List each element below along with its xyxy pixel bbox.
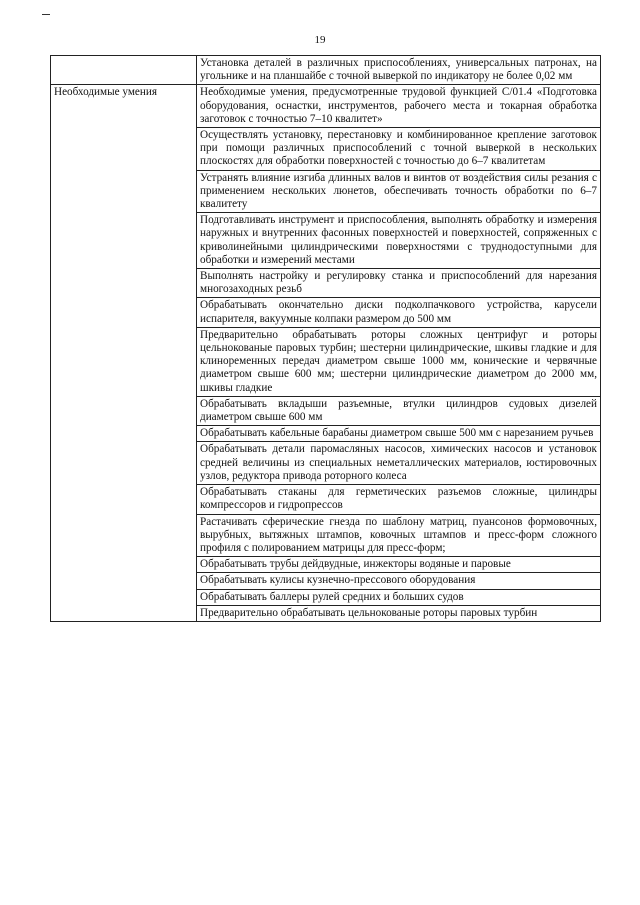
row-content: Обрабатывать детали паромасляных насосов, химических насосов и установок средней величины из специальных неметаллических материалов, юстировочных узлов, редуктора привода роторного колеса xyxy=(197,442,601,485)
row-content: Растачивать сферические гнезда по шаблону матриц, пуансонов формовочных, вырубных, вытяжных штампов, ковочных штампов и пресс-форм сложного профиля с полированием матрицы для пресс-форм; xyxy=(197,514,601,557)
row-content: Обрабатывать кабельные барабаны диаметром свыше 500 мм с нарезанием ручьев xyxy=(197,426,601,442)
table-row xyxy=(51,85,601,128)
row-content: Обрабатывать баллеры рулей средних и больших судов xyxy=(197,589,601,605)
row-content: Предварительно обрабатывать роторы сложных центрифуг и роторы цельнокованые паровых турбин; шестерни цилиндрические, шкивы гладкие и для клиноременных передач диаметром свыше 1000 мм, конические и червячные диаметром свыше 600 мм; шестерни цилиндрические диаметром до 2000 мм, шкивы гладкие xyxy=(197,327,601,396)
row-content: Подготавливать инструмент и приспособления, выполнять обработку и измерения наружных и внутренних фасонных поверхностей и поверхностей, сопряженных с криволинейными цилиндрическими поверхностями с труднодоступными для обработки и измерений местами xyxy=(197,213,601,269)
row-content: Осуществлять установку, перестановку и комбинированное крепление заготовок при помощи различных приспособлений с точной выверкой в нескольких плоскостях для обработки поверхностей с точностью до 6–7 квалитетам xyxy=(197,128,601,171)
row-content: Необходимые умения, предусмотренные трудовой функцией C/01.4 «Подготовка оборудования, оснастки, инструментов, рабочего места и токарная обработка заготовок с точностью 7–10 квалитет» xyxy=(197,85,601,128)
row-label-skills: Необходимые умения xyxy=(51,85,197,622)
page-number: 19 xyxy=(314,34,326,46)
requirements-table xyxy=(50,55,601,622)
row-content: Выполнять настройку и регулировку станка и приспособлений для нарезания многозаходных резьб xyxy=(197,269,601,298)
row-content: Обрабатывать вкладыши разъемные, втулки цилиндров судовых дизелей диаметром свыше 600 мм xyxy=(197,396,601,425)
row-content: Обрабатывать стаканы для герметических разъемов сложные, цилиндры компрессоров и гидропрессов xyxy=(197,485,601,514)
row-content: Предварительно обрабатывать цельнокованые роторы паровых турбин xyxy=(197,605,601,621)
row-content: Установка деталей в различных приспособлениях, универсальных патронах, на угольнике и на планшайбе с точной выверкой по индикатору не более 0,02 мм xyxy=(197,56,601,85)
row-label xyxy=(51,56,197,85)
row-content: Обрабатывать трубы дейдвудные, инжекторы водяные и паровые xyxy=(197,557,601,573)
table-row xyxy=(51,56,601,85)
row-content: Обрабатывать кулисы кузнечно-прессового оборудования xyxy=(197,573,601,589)
scan-mark xyxy=(42,14,50,15)
row-content: Устранять влияние изгиба длинных валов и винтов от воздействия силы резания с применением нескольких люнетов, обеспечивать точность обработки по 6–7 квалитету xyxy=(197,170,601,213)
row-content: Обрабатывать окончательно диски подколпачкового устройства, карусели испарителя, вакуумные колпаки размером до 500 мм xyxy=(197,298,601,327)
